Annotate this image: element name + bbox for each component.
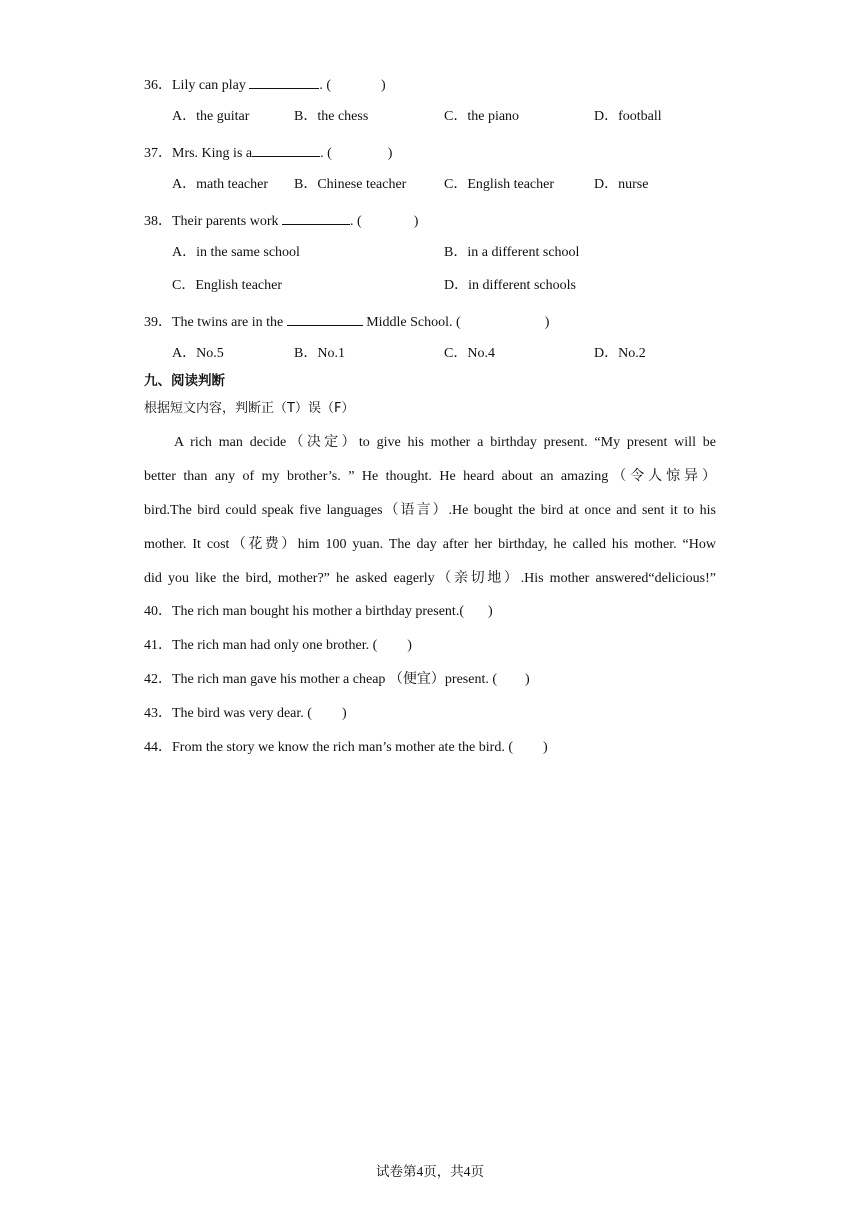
question-text-after: . (	[319, 78, 332, 93]
passage-line: mother. It cost（花费）him 100 yuan. The day after her birthday, he called his mother. “How	[144, 537, 716, 552]
question-37	[144, 142, 392, 163]
close-paren: )	[387, 146, 393, 161]
answer-blank[interactable]	[282, 210, 350, 225]
option-b[interactable]: B．the chess	[294, 109, 369, 124]
question-number: 38．	[144, 214, 172, 229]
question-36	[144, 74, 386, 95]
option-d[interactable]: D．football	[594, 109, 662, 124]
question-text-after: . (	[320, 146, 332, 161]
answer-blank[interactable]	[287, 311, 363, 326]
question-number: 44．	[144, 740, 172, 755]
option-a[interactable]: A．No.5	[172, 346, 224, 361]
option-c[interactable]: C．English teacher	[444, 177, 555, 192]
question-38	[144, 210, 418, 231]
question-text: From the story we know the rich man’s mother ate the bird. (	[172, 740, 513, 755]
option-d[interactable]: D．No.2	[594, 346, 646, 361]
question-text: The rich man had only one brother. (	[172, 638, 378, 653]
question-number: 36．	[144, 78, 172, 93]
passage-line: A rich man decide（决定）to give his mother a birthday present. “My present will be	[174, 435, 716, 450]
option-b[interactable]: B．in a different school	[444, 245, 580, 260]
option-a[interactable]: A．the guitar	[172, 109, 250, 124]
question-text: Mrs. King is a	[172, 146, 253, 161]
question-41	[144, 637, 412, 655]
question-text: The rich man gave his mother a cheap （便宜）present. (	[172, 672, 498, 687]
question-44	[144, 739, 548, 757]
option-c[interactable]: C．No.4	[444, 346, 495, 361]
close-paren: )	[341, 706, 347, 721]
close-paren: )	[413, 214, 419, 229]
question-number: 39．	[144, 315, 172, 330]
close-paren: )	[407, 638, 412, 653]
question-42	[144, 671, 530, 689]
passage-line: did you like the bird, mother?” he asked eagerly（亲切地）.His mother answered“delicious!”	[144, 571, 716, 586]
question-text-after: Middle School. (	[362, 315, 461, 330]
option-d[interactable]: D．nurse	[594, 177, 649, 192]
page-footer: 试卷第4页，共4页	[376, 1164, 484, 1179]
question-number: 43．	[144, 706, 172, 721]
question-40	[144, 603, 493, 621]
section-instruction: 根据短文内容，判断正（T）误（F）	[144, 401, 355, 416]
option-c[interactable]: C．the piano	[444, 109, 520, 124]
answer-blank[interactable]	[252, 142, 320, 157]
reading-passage	[144, 426, 716, 596]
close-paren: )	[544, 315, 550, 330]
close-paren: )	[542, 740, 548, 755]
question-number: 37．	[144, 146, 172, 161]
option-a[interactable]: A．in the same school	[172, 245, 300, 260]
passage-line: better than any of my brother’s. ” He thought. He heard about an amazing（令人惊异）	[144, 469, 716, 484]
close-paren: )	[381, 78, 386, 93]
question-43	[144, 705, 347, 723]
question-text: Their parents work	[172, 214, 283, 229]
option-b[interactable]: B．No.1	[294, 346, 345, 361]
question-text-after: . (	[350, 214, 362, 229]
question-number: 42．	[144, 672, 172, 687]
question-number: 40．	[144, 604, 172, 619]
passage-line: bird.The bird could speak five languages（语言）.He bought the bird at once and sent it to his	[144, 503, 716, 518]
answer-blank[interactable]	[249, 74, 319, 89]
close-paren: )	[487, 604, 493, 619]
option-c[interactable]: C．English teacher	[172, 278, 283, 293]
option-b[interactable]: B．Chinese teacher	[294, 177, 407, 192]
question-text: The twins are in the	[172, 315, 287, 330]
option-a[interactable]: A．math teacher	[172, 177, 269, 192]
close-paren: )	[525, 672, 530, 687]
option-d[interactable]: D．in different schools	[444, 278, 576, 293]
section-title: 九、阅读判断	[144, 373, 225, 389]
question-number: 41．	[144, 638, 172, 653]
question-text: The bird was very dear. (	[172, 706, 312, 721]
question-text: The rich man bought his mother a birthday present.(	[172, 604, 464, 619]
question-text: Lily can play	[172, 78, 250, 93]
question-39	[144, 311, 549, 332]
